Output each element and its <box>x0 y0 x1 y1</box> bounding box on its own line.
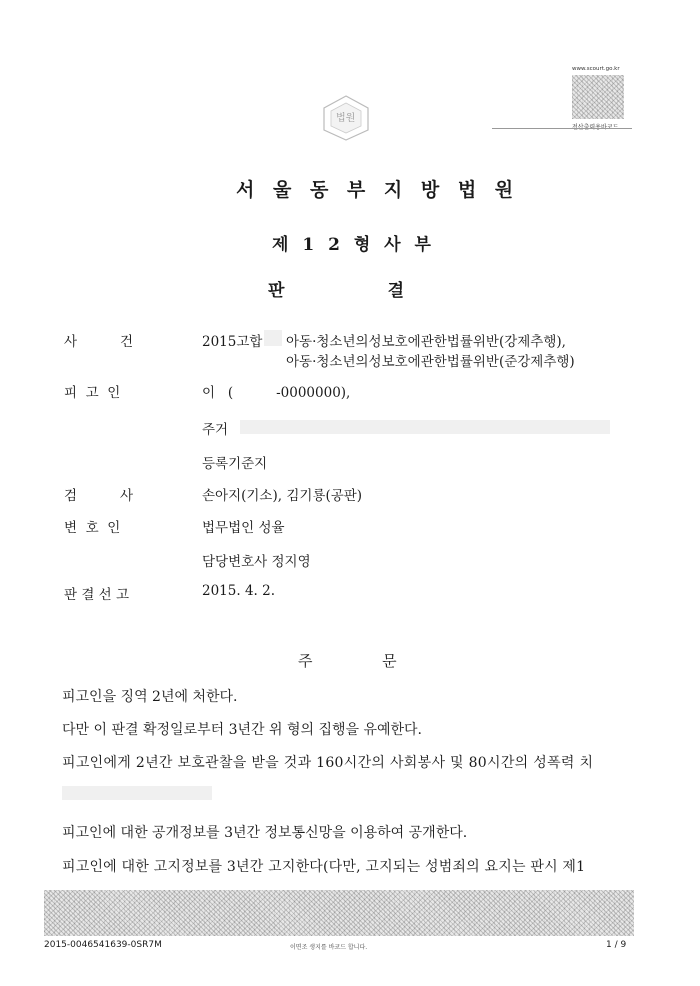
defendant-address: 주거 <box>202 422 229 438</box>
verdict-date: 2015. 4. 2. <box>202 583 275 599</box>
redacted-line <box>62 786 212 800</box>
charge-line-2: 아동·청소년의성보호에관한법률위반(준강제추행) <box>286 354 575 370</box>
order-line-1: 피고인을 징역 2년에 처한다. <box>62 689 238 705</box>
defendant-registry: 등록기준지 <box>202 456 268 472</box>
court-name: 서 울 동 부 지 방 법 원 <box>236 179 520 201</box>
page-number: 1 / 9 <box>606 940 627 950</box>
order-line-5: 피고인에 대한 고지정보를 3년간 고지한다(다만, 고지되는 성범죄의 요지는 판시 제1 <box>62 859 586 875</box>
order-line-2: 다만 이 판결 확정일로부터 3년간 위 형의 집행을 유예한다. <box>62 722 423 738</box>
charge-line-1: 아동·청소년의성보호에관한법률위반(강제추행), <box>286 334 566 350</box>
prosecutor-label: 검 사 <box>64 488 133 504</box>
prosecutor-names: 손아지(기소), 김기룡(공판) <box>202 488 363 504</box>
redacted-case-number <box>264 330 282 346</box>
order-line-3: 피고인에게 2년간 보호관찰을 받을 것과 160시간의 사회봉사 및 80시간의 성폭력 치 <box>62 755 594 771</box>
division-name: 제 1 2 형 사 부 <box>272 235 435 255</box>
case-number: 2015고합 <box>202 334 263 350</box>
court-seal-image <box>318 94 374 142</box>
order-line-4: 피고인에 대한 공개정보를 3년간 정보통신망을 이용하여 공개한다. <box>62 825 468 841</box>
verdict-date-label: 판 결 선 고 <box>64 587 130 603</box>
seal-text: 법원 <box>336 113 356 124</box>
defense-counsel-label: 변 호 인 <box>64 520 121 536</box>
law-firm: 법무법인 성율 <box>202 520 285 536</box>
defendant-name-id: 이 ( -0000000), <box>202 385 351 401</box>
barcode-rule <box>492 128 632 129</box>
footer-note: 이면조 생지를 바코드 합니다. <box>290 944 368 951</box>
barcode-caption: 전산출력용바코드 <box>572 124 619 131</box>
footer-barcode-image <box>44 890 634 936</box>
barcode-url: www.scourt.go.kr <box>572 66 620 72</box>
defendant-label: 피 고 인 <box>64 385 121 401</box>
qr-code-image <box>572 75 624 119</box>
document-type: 판 결 <box>268 281 409 301</box>
order-title: 주 문 <box>298 652 399 670</box>
document-number: 2015-0046541639-0SR7M <box>44 940 162 950</box>
attorney-name: 담당변호사 정지영 <box>202 554 311 570</box>
redacted-address <box>240 420 610 434</box>
case-label: 사 건 <box>64 334 133 350</box>
